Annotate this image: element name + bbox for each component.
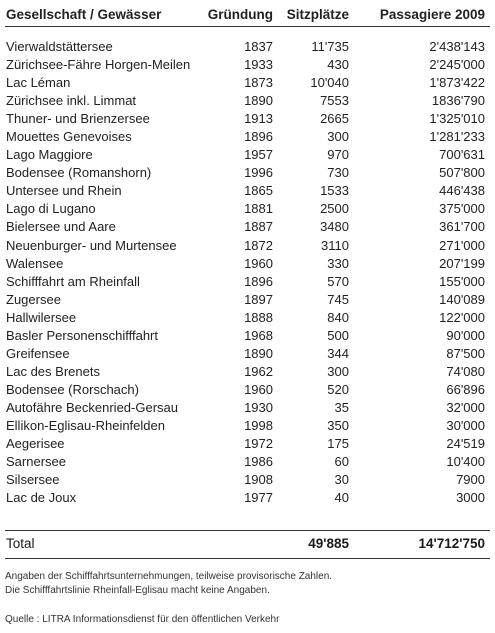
cell-founded: 1957 — [244, 147, 273, 163]
cell-founded: 1960 — [244, 381, 273, 397]
cell-name: Greifensee — [6, 345, 70, 361]
cell-founded: 1908 — [244, 472, 273, 488]
total-seats: 49'885 — [308, 536, 349, 551]
source-note: Quelle : LITRA Informationsdienst für den öffentlichen Verkehr — [5, 614, 280, 625]
cell-seats: 330 — [327, 255, 349, 271]
table-row — [0, 237, 495, 255]
cell-passengers: 7900 — [456, 472, 485, 488]
cell-name: Untersee und Rhein — [6, 183, 122, 199]
cell-name: Lac des Brenets — [6, 363, 100, 379]
footnote-line: Die Schifffahrtslinie Rheinfall-Eglisau macht keine Angaben. — [5, 585, 270, 596]
cell-name: Basler Personenschifffahrt — [6, 327, 158, 343]
cell-founded: 1933 — [244, 57, 273, 73]
cell-founded: 1972 — [244, 436, 273, 452]
table-row — [0, 453, 495, 471]
cell-passengers: 375'000 — [439, 201, 485, 217]
cell-passengers: 2'245'000 — [429, 57, 485, 73]
cell-founded: 1837 — [244, 39, 273, 54]
cell-passengers: 32'000 — [446, 399, 485, 415]
footnote-line: Angaben der Schifffahrtsunternehmungen, teilweise provisorische Zahlen. — [5, 571, 333, 582]
cell-founded: 1996 — [244, 165, 273, 181]
header-seats: Sitzplätze — [286, 7, 349, 22]
footnotes — [5, 570, 332, 598]
cell-passengers: 446'438 — [439, 183, 485, 199]
cell-seats: 745 — [327, 291, 349, 307]
table-row — [0, 363, 495, 381]
table-row — [0, 200, 495, 218]
cell-passengers: 30'000 — [446, 417, 485, 433]
cell-seats: 2500 — [320, 201, 349, 217]
table-row — [0, 489, 495, 507]
table-row — [0, 146, 495, 164]
cell-seats: 35 — [334, 399, 349, 415]
table-row — [0, 471, 495, 489]
table-row — [0, 345, 495, 363]
table-row — [0, 327, 495, 345]
table-row — [0, 56, 495, 74]
cell-seats: 175 — [327, 436, 349, 452]
cell-passengers: 2'438'143 — [429, 39, 485, 54]
table-row — [0, 38, 495, 56]
cell-name: Lac de Joux — [6, 490, 77, 506]
cell-name: Aegerisee — [6, 436, 65, 452]
cell-passengers: 87'500 — [446, 345, 485, 361]
cell-name: Lago Maggiore — [6, 147, 93, 163]
cell-name: Zugersee — [6, 291, 61, 307]
footer-rule — [5, 558, 490, 559]
table-row — [0, 164, 495, 182]
cell-seats: 344 — [327, 345, 349, 361]
cell-passengers: 1'873'422 — [429, 75, 485, 91]
cell-seats: 40 — [334, 490, 349, 506]
cell-passengers: 74'080 — [446, 363, 485, 379]
cell-founded: 1887 — [244, 219, 273, 235]
cell-seats: 970 — [327, 147, 349, 163]
table-row — [0, 74, 495, 92]
cell-passengers: 140'089 — [439, 291, 485, 307]
cell-name: Vierwaldstättersee — [6, 39, 113, 54]
cell-seats: 570 — [327, 273, 349, 289]
cell-founded: 1896 — [244, 273, 273, 289]
cell-name: Zürichsee-Fähre Horgen-Meilen — [6, 57, 191, 73]
cell-founded: 1896 — [244, 129, 273, 145]
table-row — [0, 92, 495, 110]
cell-passengers: 66'896 — [446, 381, 485, 397]
table-row — [0, 435, 495, 453]
cell-passengers: 1'281'233 — [429, 129, 485, 145]
cell-passengers: 507'800 — [439, 165, 485, 181]
cell-founded: 1897 — [244, 291, 273, 307]
cell-seats: 730 — [327, 165, 349, 181]
header-passengers: Passagiere 2009 — [379, 7, 485, 22]
cell-founded: 1865 — [244, 183, 273, 199]
table-row — [0, 381, 495, 399]
table-row — [0, 291, 495, 309]
table-row — [0, 399, 495, 417]
table-row — [0, 255, 495, 273]
cell-passengers: 1'325'010 — [429, 111, 485, 127]
table-row — [0, 110, 495, 128]
total-passengers: 14'712'750 — [418, 536, 485, 551]
cell-seats: 300 — [327, 129, 349, 145]
cell-passengers: 1836'790 — [431, 93, 485, 109]
cell-name: Lac Léman — [6, 75, 71, 91]
cell-seats: 60 — [334, 454, 349, 470]
total-label: Total — [6, 536, 35, 551]
cell-passengers: 271'000 — [439, 237, 485, 253]
cell-founded: 1873 — [244, 75, 273, 91]
cell-name: Zürichsee inkl. Limmat — [6, 93, 137, 109]
cell-founded: 1977 — [244, 490, 273, 506]
cell-passengers: 10'400 — [446, 454, 485, 470]
cell-seats: 11'735 — [311, 39, 349, 54]
table-body — [0, 38, 495, 507]
cell-name: Bielersee und Aare — [6, 219, 116, 235]
cell-founded: 1890 — [244, 93, 273, 109]
cell-name: Schifffahrt am Rheinfall — [6, 273, 140, 289]
cell-seats: 350 — [327, 417, 349, 433]
cell-name: Bodensee (Rorschach) — [6, 381, 139, 397]
cell-founded: 1960 — [244, 255, 273, 271]
cell-founded: 1913 — [244, 111, 273, 127]
cell-founded: 1881 — [244, 201, 273, 217]
cell-founded: 1986 — [244, 454, 273, 470]
cell-founded: 1968 — [244, 327, 273, 343]
cell-seats: 7553 — [320, 93, 349, 109]
cell-seats: 1533 — [320, 183, 349, 199]
cell-seats: 10'040 — [310, 75, 349, 91]
cell-seats: 3110 — [321, 237, 349, 253]
cell-name: Bodensee (Romanshorn) — [6, 165, 152, 181]
cell-passengers: 361'700 — [439, 219, 485, 235]
cell-passengers: 122'000 — [439, 309, 485, 325]
table-row — [0, 273, 495, 291]
cell-passengers: 207'199 — [439, 255, 485, 271]
cell-founded: 1888 — [244, 309, 273, 325]
total-rule — [5, 530, 490, 531]
cell-name: Thuner- und Brienzersee — [6, 111, 150, 127]
cell-seats: 2665 — [320, 111, 349, 127]
table-row — [0, 128, 495, 146]
cell-passengers: 3000 — [456, 490, 485, 506]
cell-seats: 30 — [334, 472, 349, 488]
header-company-lake: Gesellschaft / Gewässer — [6, 7, 162, 22]
cell-founded: 1962 — [244, 363, 273, 379]
cell-passengers: 90'000 — [446, 327, 485, 343]
cell-name: Walensee — [6, 255, 64, 271]
cell-name: Mouettes Genevoises — [6, 129, 132, 145]
header-rule — [5, 26, 490, 27]
cell-founded: 1930 — [244, 399, 273, 415]
table-row — [0, 417, 495, 435]
total-row — [0, 534, 495, 554]
table-row — [0, 182, 495, 200]
cell-name: Autofähre Beckenried-Gersau — [6, 399, 178, 415]
cell-founded: 1872 — [244, 237, 273, 253]
cell-name: Neuenburger- und Murtensee — [6, 237, 177, 253]
cell-name: Sarnersee — [6, 454, 66, 470]
cell-name: Hallwilersee — [6, 309, 77, 325]
cell-passengers: 700'631 — [439, 147, 485, 163]
cell-seats: 840 — [327, 309, 349, 325]
cell-passengers: 155'000 — [439, 273, 485, 289]
cell-seats: 520 — [327, 381, 349, 397]
cell-passengers: 24'519 — [446, 436, 485, 452]
cell-seats: 430 — [327, 57, 349, 73]
table-row — [0, 218, 495, 236]
cell-seats: 3480 — [320, 219, 349, 235]
cell-founded: 1998 — [244, 417, 273, 433]
header-founded: Gründung — [207, 7, 273, 22]
cell-founded: 1890 — [244, 345, 273, 361]
cell-seats: 500 — [327, 327, 349, 343]
cell-seats: 300 — [327, 363, 349, 379]
cell-name: Silsersee — [6, 472, 60, 488]
cell-name: Lago di Lugano — [6, 201, 96, 217]
table-row — [0, 309, 495, 327]
cell-name: Ellikon-Eglisau-Rheinfelden — [6, 417, 165, 433]
